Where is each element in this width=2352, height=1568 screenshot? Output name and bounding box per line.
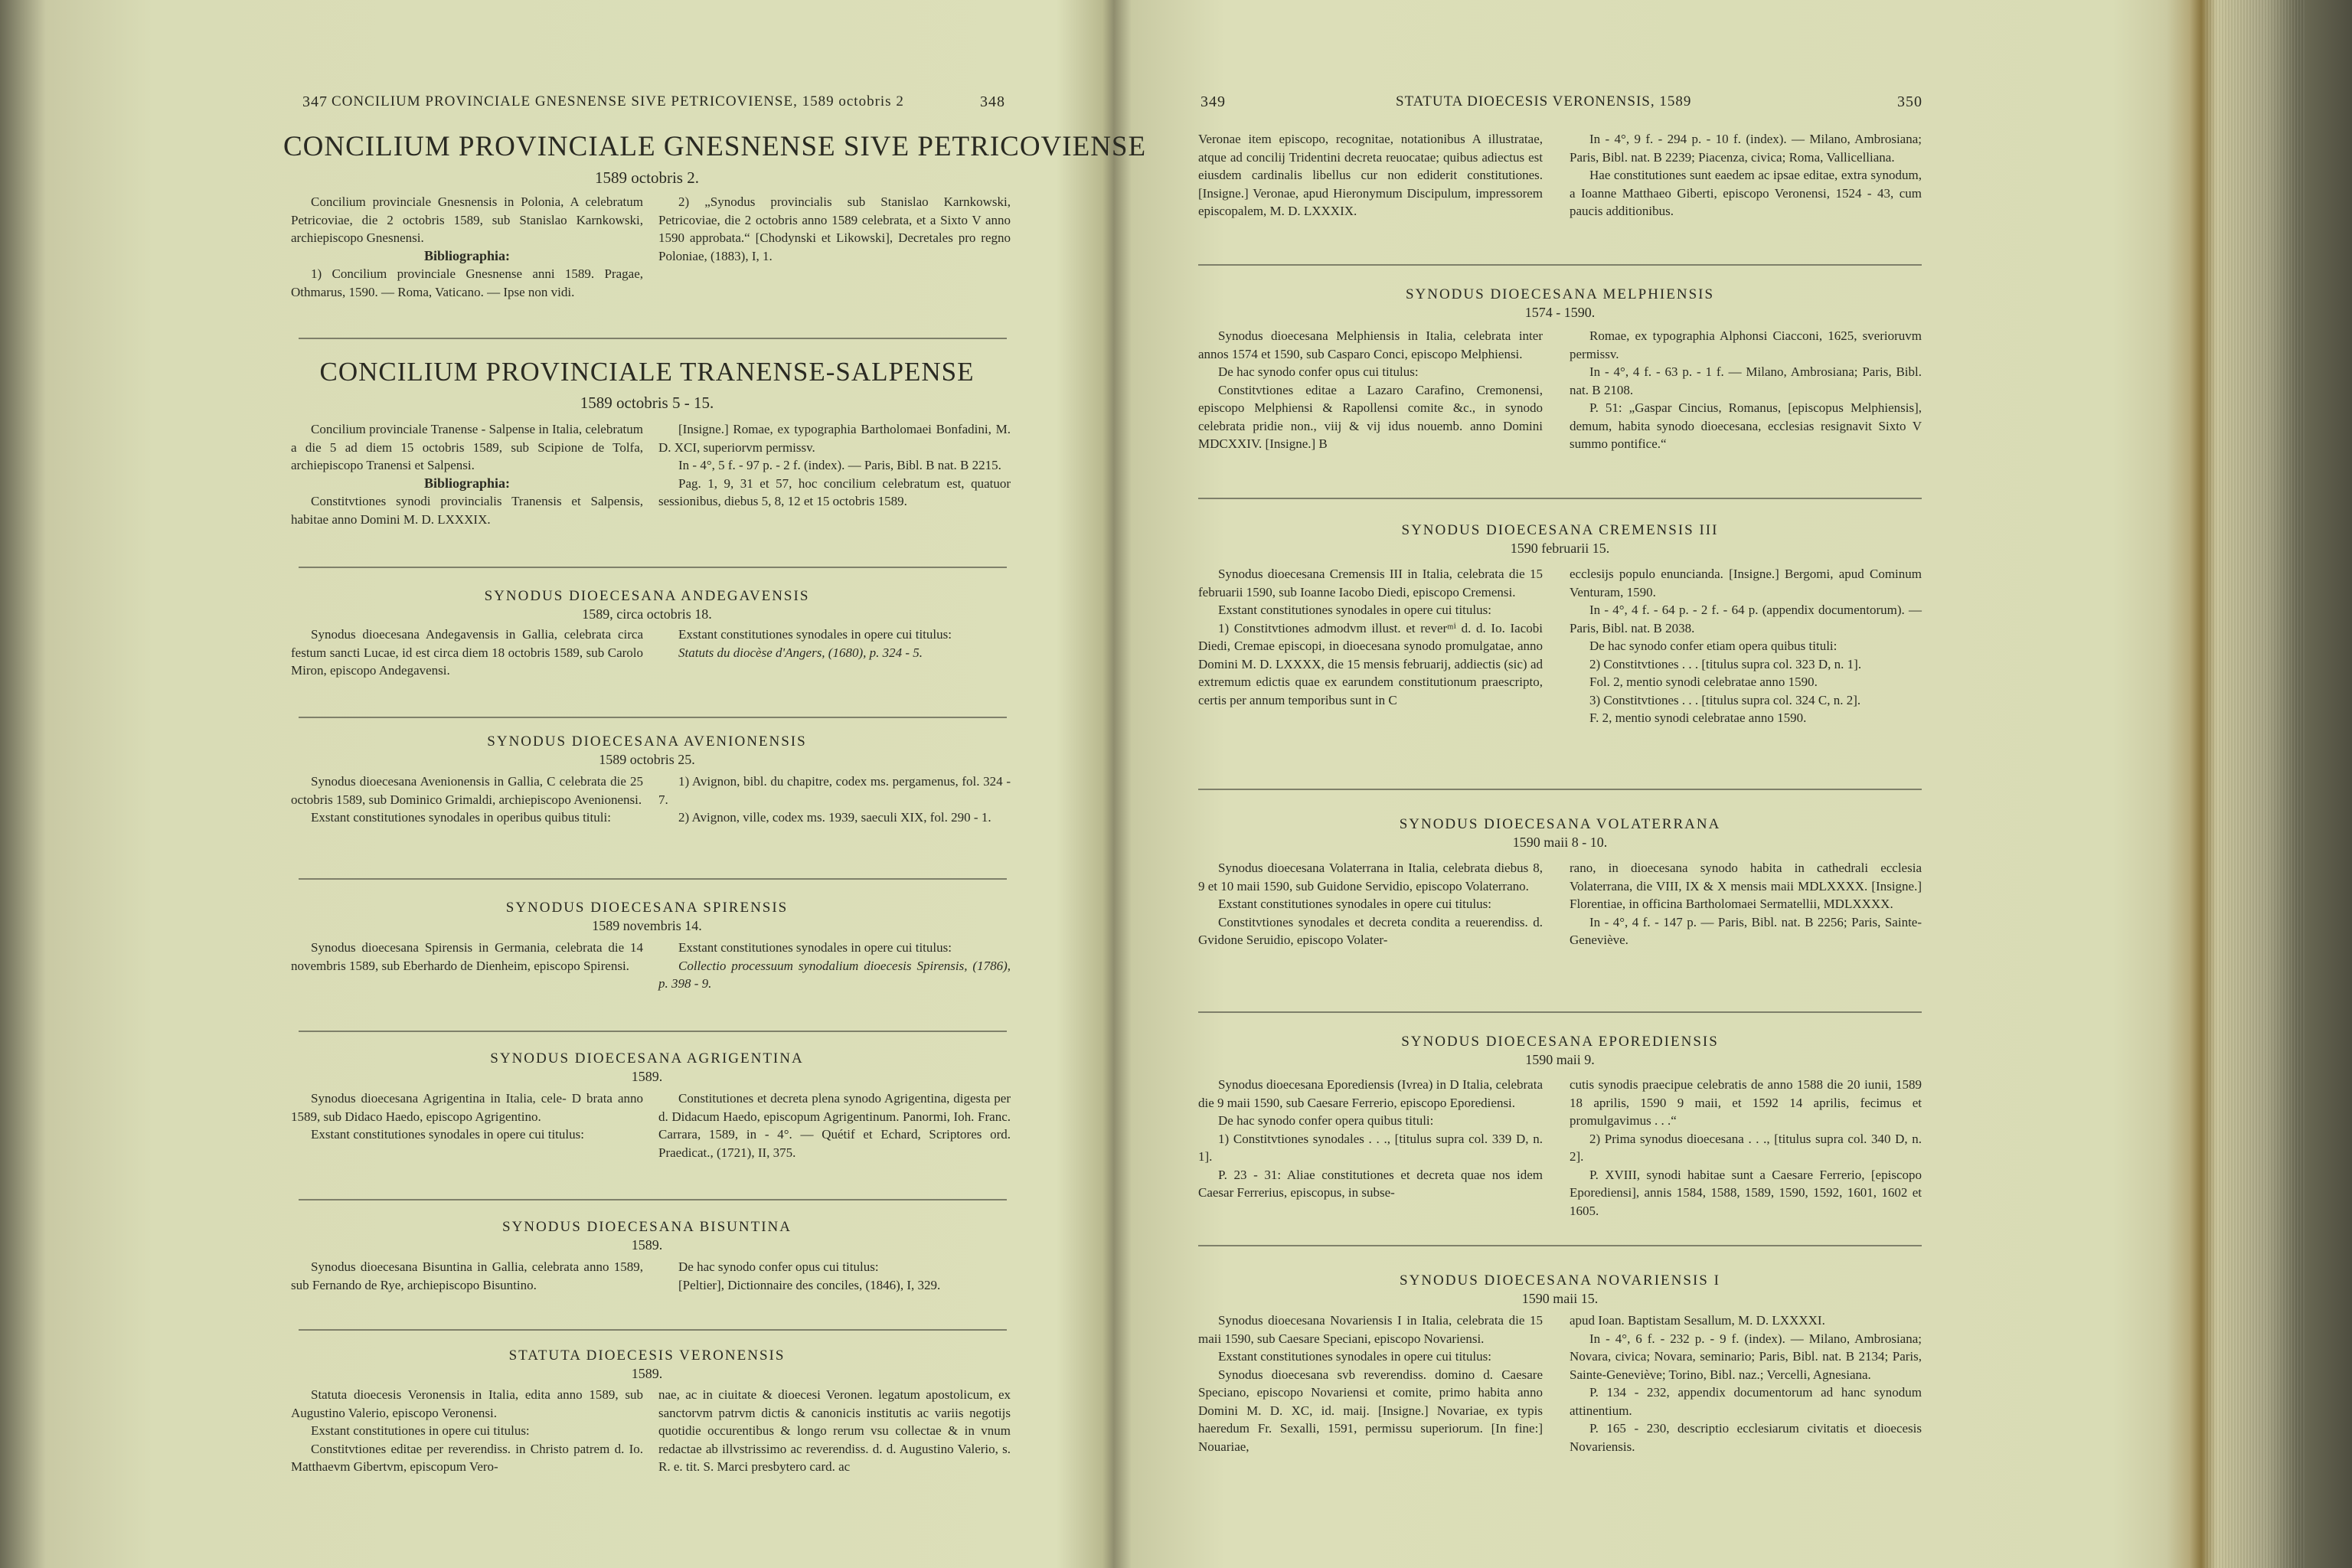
left-column: [291, 193, 643, 301]
paragraph: Fol. 2, mentio synodi celebratae anno 1590.: [1589, 675, 1818, 689]
paragraph: nae, ac in ciuitate & dioecesi Veronen. legatum apostolicum, ex sanctorvm patrvm dictis & canonicis institutis ac variis negotijs quotidie occurentibus & longo rerum vsu collectae & in vnum redactae ab illvstrissimo ac reverendiss. d. d. Augustino Valerio, s. R. e. tit. S. Marci presbytero card. ac: [658, 1387, 1011, 1474]
section-title: SYNODUS DIOECESANA EPOREDIENSIS: [1401, 1034, 1719, 1050]
paragraph: In - 4°, 5 f. - 97 p. - 2 f. (index). — Paris, Bibl. B nat. B 2215.: [678, 458, 1001, 472]
left-column: [1198, 859, 1543, 949]
paragraph: Synodus dioecesana Eporediensis (Ivrea) in D Italia, celebrata die 9 maii 1590, sub Caesare Ferrerio, episcopo Eporediensi.: [1198, 1077, 1543, 1110]
paragraph: Pag. 1, 9, 31 et 57, hoc concilium celebratum est, quatuor sessionibus, diebus 5, 8, 12 et 15 octobris 1589.: [658, 475, 1011, 508]
paragraph: Synodus dioecesana Bisuntina in Gallia, celebrata anno 1589, sub Fernando de Rye, archiepiscopo Bisuntino.: [291, 1259, 643, 1292]
left-column: [291, 626, 643, 680]
section-title: SYNODUS DIOECESANA ANDEGAVENSIS: [484, 588, 810, 604]
right-column: [1570, 327, 1922, 453]
paragraph: In - 4°, 4 f. - 63 p. - 1 f. — Milano, Ambrosiana; Paris, Bibl. nat. B 2108.: [1570, 364, 1922, 397]
paragraph: De hac synodo confer opera quibus tituli:: [1218, 1113, 1434, 1128]
paragraph: In - 4°, 6 f. - 232 p. - 9 f. (index). — Milano, Ambrosiana; Novara, civica; Novara, seminario; Paris, Bibl. nat. B 2134; Paris, Sainte-Geneviève; Torino, Bibl. naz.; Vercelli, Agnesiana.: [1570, 1331, 1922, 1382]
section-divider: [1198, 264, 1922, 266]
section-date: 1589, circa octobris 18.: [582, 606, 712, 622]
left-column: [1198, 1312, 1543, 1455]
running-title: CONCILIUM PROVINCIALE GNESNENSE SIVE PETRICOVIENSE, 1589 octobris 2: [332, 93, 904, 109]
section-title: SYNODUS DIOECESANA MELPHIENSIS: [1405, 286, 1715, 302]
left-column: [291, 420, 643, 528]
section-date: 1574 - 1590.: [1524, 305, 1596, 320]
section-divider: [1198, 1011, 1922, 1013]
section-divider: [299, 717, 1007, 718]
paragraph: Exstant constitutiones synodales in operibus quibus tituli:: [311, 810, 611, 825]
section-divider: [299, 1329, 1007, 1331]
running-title: STATUTA DIOECESIS VERONENSIS, 1589: [1396, 93, 1692, 109]
book-fore-edge: [2205, 0, 2305, 1568]
left-column: [291, 939, 643, 975]
paragraph: Statuta dioecesis Veronensis in Italia, edita anno 1589, sub Augustino Valerio, episcopo Veronensi.: [291, 1387, 643, 1420]
section-divider: [299, 338, 1007, 339]
section-date: 1589.: [631, 1237, 663, 1253]
right-column: [658, 773, 1011, 827]
right-column: [658, 193, 1011, 265]
section-date: 1590 maii 9.: [1525, 1052, 1595, 1067]
paragraph: De hac synodo confer opus cui titulus:: [1218, 364, 1419, 379]
section-title: SYNODUS DIOECESANA SPIRENSIS: [505, 900, 789, 916]
paragraph: P. 165 - 230, descriptio ecclesiarum civitatis et dioecesis Novariensis.: [1570, 1421, 1922, 1454]
bibliography-heading: Bibliographia:: [423, 247, 511, 263]
right-page: [1125, 0, 2197, 1568]
section-divider: [299, 1031, 1007, 1032]
left-column: [291, 1386, 643, 1476]
paragraph: Statuts du diocèse d'Angers, (1680), p. 324 - 5.: [678, 645, 923, 660]
paragraph: F. 2, mentio synodi celebratae anno 1590.: [1589, 710, 1807, 725]
section-title: CONCILIUM PROVINCIALE TRANENSE-SALPENSE: [319, 357, 975, 387]
right-column: [658, 1089, 1011, 1161]
right-column: [1570, 130, 1922, 220]
section-title: SYNODUS DIOECESANA AGRIGENTINA: [490, 1050, 804, 1067]
left-column: [1198, 130, 1543, 220]
section-date: 1590 maii 15.: [1521, 1291, 1599, 1306]
section-title: SYNODUS DIOECESANA NOVARIENSIS I: [1400, 1272, 1720, 1289]
paragraph: 3) Constitvtiones . . . [titulus supra col. 324 C, n. 2].: [1589, 692, 1861, 707]
page-number: 349: [1200, 93, 1226, 110]
paragraph: De hac synodo confer opus cui titulus:: [678, 1259, 879, 1274]
paragraph: P. XVIII, synodi habitae sunt a Caesare Ferrerio, [episcopo Eporediensi], annis 1584, 1588, 1589, 1590, 1592, 1601, 1602 et 1605.: [1570, 1167, 1922, 1218]
paragraph: Constitvtiones editae a Lazaro Carafino, Cremonensi, episcopo Melphiensi & Rapollensi comite &c., in synodo celebrata pridie non., viij & vij idus nouemb. anno Domini MDCXXIV. [Insigne.] B: [1198, 382, 1543, 451]
paragraph: Exstant constitutiones synodales in opere cui titulus:: [311, 1127, 584, 1142]
bibliography-heading: Bibliographia:: [423, 475, 511, 491]
left-column: [291, 1258, 643, 1294]
right-column: [1570, 1076, 1922, 1220]
paragraph: Exstant constitutiones synodales in opere cui titulus:: [1218, 603, 1491, 617]
section-date: 1589 octobris 2.: [595, 168, 699, 187]
paragraph: Synodus dioecesana Agrigentina in Italia, cele- D brata anno 1589, sub Didaco Haedo, episcopo Agrigentino.: [291, 1091, 643, 1124]
section-date: 1589 octobris 5 - 15.: [580, 394, 714, 412]
paragraph: Synodus dioecesana Andegavensis in Gallia, celebrata circa festum sancti Lucae, id est circa diem 18 octobris 1589, sub Carolo Miron, episcopo Andegavensi.: [291, 627, 643, 678]
paragraph: 2) „Synodus provincialis sub Stanislao Karnkowski, Petricoviae, die 2 octobris anno 1589 celebrata, et a Sixto V anno 1590 approbata.“ [Chodynski et Likowski], Decretales pro regno Poloniae, (1883), I, 1.: [658, 194, 1011, 263]
paragraph: Constitvtiones editae per reverendiss. in Christo patrem d. Io. Matthaevm Gibertvm, episcopum Vero-: [291, 1441, 643, 1474]
paragraph: [Insigne.] Romae, ex typographia Bartholomaei Bonfadini, M. D. XCI, superiorvm permissv.: [658, 422, 1011, 455]
section-divider: [1198, 1245, 1922, 1246]
section-date: 1590 maii 8 - 10.: [1512, 835, 1608, 850]
left-page: [0, 0, 1147, 1568]
paragraph: De hac synodo confer etiam opera quibus tituli:: [1589, 639, 1838, 653]
paragraph: Synodus dioecesana Novariensis I in Italia, celebrata die 15 maii 1590, sub Caesare Speciani, episcopo Novariensi.: [1198, 1313, 1543, 1346]
paragraph: Exstant constitutiones in opere cui titulus:: [311, 1423, 530, 1438]
right-column: [658, 1386, 1011, 1476]
section-date: 1590 februarii 15.: [1510, 541, 1610, 556]
section-title: SYNODUS DIOECESANA BISUNTINA: [502, 1219, 792, 1235]
paragraph: Exstant constitutiones synodales in opere cui titulus:: [678, 940, 952, 955]
section-title: CONCILIUM PROVINCIALE GNESNENSE SIVE PETRICOVIENSE: [283, 131, 1147, 162]
section-title: SYNODUS DIOECESANA CREMENSIS III: [1401, 522, 1719, 538]
right-column: [1570, 859, 1922, 949]
paragraph: Exstant constitutiones synodales in opere cui titulus:: [678, 627, 952, 642]
section-divider: [299, 1199, 1007, 1200]
right-column: [1570, 1312, 1922, 1455]
page-number: 347: [302, 93, 328, 110]
section-title: STATUTA DIOECESIS VERONENSIS: [508, 1348, 786, 1364]
section-divider: [1198, 498, 1922, 499]
paragraph: P. 51: „Gaspar Cincius, Romanus, [episcopus Melphiensis], demum, habita synodo dioecesana, ecclesias resignavit Sixto V summo pontifice.“: [1570, 400, 1922, 451]
section-date: 1589 novembris 14.: [592, 918, 702, 933]
paragraph: In - 4°, 4 f. - 147 p. — Paris, Bibl. nat. B 2256; Paris, Sainte-Geneviève.: [1570, 914, 1922, 947]
paragraph: apud Ioan. Baptistam Sesallum, M. D. LXXXXI.: [1570, 1313, 1825, 1328]
paragraph: Constitutiones et decreta plena synodo Agrigentina, digesta per d. Didacum Haedo, episcopum Agrigentinum. Panormi, Ioh. Franc. Carrara, 1589, in - 4°. — Quétif et Echard, Scriptores ord. Praedicat., (1721), II, 375.: [658, 1091, 1011, 1160]
left-column: [291, 773, 643, 827]
paragraph: 2) Avignon, ville, codex ms. 1939, saeculi XIX, fol. 290 - 1.: [678, 810, 991, 825]
section-title: SYNODUS DIOECESANA VOLATERRANA: [1399, 816, 1721, 832]
paragraph: Concilium provinciale Gnesnensis in Polonia, A celebratum Petricoviae, die 2 octobris 1589, sub Stanislao Karnkowski, archiepiscopo Gnesnensi.: [291, 194, 643, 245]
right-column: [658, 939, 1011, 993]
right-column: [658, 626, 1011, 662]
right-column: [1570, 565, 1922, 727]
paragraph: 1) Constitvtiones admodvm illust. et reverᵐⁱ d. d. Io. Iacobi Diedi, Cremae episcopi, in dioecesana synodo promulgatae, anno Domini M. D. LXXXX, die 15 mensis februarij, addiectis (sic) ad extremum edictis quae ex earundem constitutionum praescripto, certis per annum temporibus sunt in C: [1198, 620, 1543, 707]
paragraph: Synodus dioecesana Avenionensis in Gallia, C celebrata die 25 octobris 1589, sub Dominico Grimaldi, archiepiscopo Avenionensi.: [291, 774, 643, 807]
paragraph: Romae, ex typographia Alphonsi Ciacconi, 1625, sverioruvm permissv.: [1570, 328, 1922, 361]
paragraph: Synodus dioecesana Melphiensis in Italia, celebrata inter annos 1574 et 1590, sub Casparo Conci, episcopo Melphiensi.: [1198, 328, 1543, 361]
right-column: [658, 1258, 1011, 1294]
paragraph: Exstant constitutiones synodales in opere cui titulus:: [1218, 897, 1491, 911]
left-column: [1198, 565, 1543, 709]
section-divider: [1198, 789, 1922, 790]
paragraph: In - 4°, 9 f. - 294 p. - 10 f. (index). — Milano, Ambrosiana; Paris, Bibl. nat. B 2239; Piacenza, civica; Roma, Vallicelliana.: [1570, 132, 1922, 165]
paragraph: Synodus dioecesana Spirensis in Germania, celebrata die 14 novembris 1589, sub Eberhardo de Dienheim, episcopo Spirensi.: [291, 940, 643, 973]
paragraph: Constitvtiones synodales et decreta condita a reuerendiss. d. Gvidone Seruidio, episcopo Volater-: [1198, 914, 1543, 947]
section-date: 1589.: [631, 1069, 663, 1084]
paragraph: 2) Constitvtiones . . . [titulus supra col. 323 D, n. 1].: [1589, 656, 1862, 671]
paragraph: Hae constitutiones sunt eaedem ac ipsae editae, extra synodum, a Ioanne Matthaeo Giberti, episcopo Veronensi, 1524 - 43, cum paucis additionibus.: [1570, 168, 1922, 218]
section-divider: [299, 567, 1007, 568]
paragraph: P. 134 - 232, appendix documentorum ad hanc synodum attinentium.: [1570, 1385, 1922, 1418]
section-date: 1589 octobris 25.: [599, 752, 695, 767]
paragraph: 1) Constitvtiones synodales . . ., [titulus supra col. 339 D, n. 1].: [1198, 1131, 1543, 1164]
right-column: [658, 420, 1011, 511]
left-column: [291, 1089, 643, 1144]
paragraph: P. 23 - 31: Aliae constitutiones et decreta quae nos idem Caesar Ferrerius, episcopus, in subse-: [1198, 1167, 1543, 1200]
paragraph: Synodus dioecesana Volaterrana in Italia, celebrata diebus 8, 9 et 10 maii 1590, sub Guidone Servidio, episcopo Volaterrano.: [1198, 861, 1543, 893]
paragraph: In - 4°, 4 f. - 64 p. - 2 f. - 64 p. (appendix documentorum). — Paris, Bibl. nat. B 2038.: [1570, 603, 1922, 635]
paragraph: Concilium provinciale Tranense - Salpense in Italia, celebratum a die 5 ad diem 15 octobris 1589, sub Scipione de Tolfa, archiepiscopo Tranensi et Salpensi.: [291, 422, 643, 472]
section-divider: [299, 878, 1007, 880]
paragraph: Exstant constitutiones synodales in opere cui titulus:: [1218, 1349, 1491, 1364]
paragraph: Constitvtiones synodi provincialis Tranensis et Salpensis, habitae anno Domini M. D. LXXXIX.: [291, 494, 643, 527]
paragraph: ecclesijs populo enuncianda. [Insigne.] Bergomi, apud Cominum Venturam, 1590.: [1570, 567, 1922, 599]
section-date: 1589.: [631, 1366, 663, 1381]
paragraph: Synodus dioecesana Cremensis III in Italia, celebrata die 15 februarii 1590, sub Ioanne Iacobo Diedi, episcopo Cremensi.: [1198, 567, 1543, 599]
paragraph: [Peltier], Dictionnaire des conciles, (1846), I, 329.: [678, 1277, 941, 1292]
paragraph: Synodus dioecesana svb reverendiss. domino d. Caesare Speciano, episcopo Novariensi et comite, primo habita anno Domini M. D. XC, id. maij. [Insigne.] Novariae, ex typis haeredum Fr. Sexalli, 1591, permissu superiorum. [In fine:] Nouariae,: [1198, 1367, 1543, 1454]
paragraph: Collectio processuum synodalium dioecesis Spirensis, (1786), p. 398 - 9.: [658, 958, 1011, 991]
paragraph: Veronae item episcopo, recognitae, notationibus A illustratae, atque ad concilij Tridentini decreta reuocatae; quibus adiectus est eiusdem cardinalis libellus cur non ediderit constitutiones. [Insigne.] Veronae, apud Hieronymum Discipulum, impressorem episcopalem, M. D. LXXXIX.: [1198, 132, 1543, 218]
paragraph: rano, in dioecesana synodo habita in cathedrali ecclesia Volaterrana, die VIII, IX & X mensis maii MDLXXXX. [Insigne.] Florentiae, in officina Bartholomaei Sermatellii, MDLXXXX.: [1570, 861, 1922, 911]
page-number: 348: [980, 93, 1005, 110]
section-title: SYNODUS DIOECESANA AVENIONENSIS: [487, 733, 807, 750]
paragraph: 2) Prima synodus dioecesana . . ., [titulus supra col. 340 D, n. 2].: [1570, 1131, 1922, 1164]
left-column: [1198, 1076, 1543, 1202]
paragraph: cutis synodis praecipue celebratis de anno 1588 die 20 iunii, 1589 18 aprilis, 1590 9 maii, et 1592 14 aprilis, fecimus et promulgavimus . . .“: [1570, 1077, 1922, 1128]
page-number: 350: [1897, 93, 1922, 110]
paragraph: 1) Concilium provinciale Gnesnense anni 1589. Pragae, Othmarus, 1590. — Roma, Vaticano. — Ipse non vidi.: [291, 266, 643, 299]
paragraph: 1) Avignon, bibl. du chapitre, codex ms. pergamenus, fol. 324 - 7.: [658, 774, 1011, 807]
left-column: [1198, 327, 1543, 453]
